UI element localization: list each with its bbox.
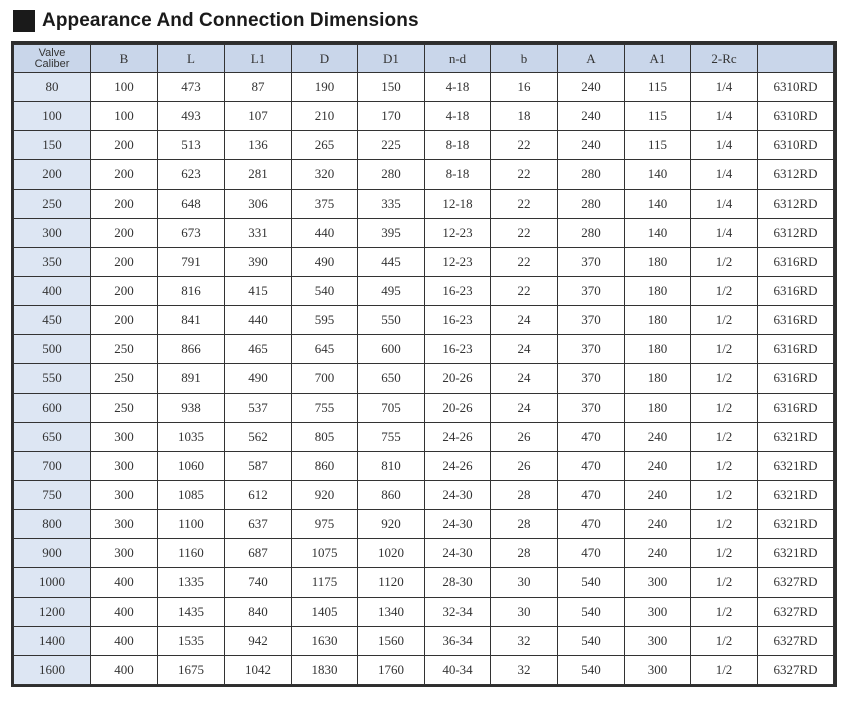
caliber-cell: 1200: [14, 597, 91, 626]
table-cell: 200: [91, 218, 158, 247]
table-cell: 1435: [158, 597, 225, 626]
caliber-cell: 1000: [14, 568, 91, 597]
table-cell: 370: [558, 393, 625, 422]
table-cell: 250: [91, 335, 158, 364]
table-cell: 470: [558, 451, 625, 480]
table-cell: 440: [292, 218, 358, 247]
table-cell: 513: [158, 131, 225, 160]
table-cell: 370: [558, 247, 625, 276]
table-cell: 100: [91, 102, 158, 131]
table-cell: 24-26: [425, 451, 491, 480]
table-cell: 465: [225, 335, 292, 364]
table-cell: 650: [358, 364, 425, 393]
table-cell: 938: [158, 393, 225, 422]
table-cell: 6321RD: [758, 539, 834, 568]
table-cell: 1335: [158, 568, 225, 597]
title-square-icon: [13, 10, 35, 32]
caliber-cell: 1400: [14, 626, 91, 655]
table-row: [14, 568, 834, 597]
table-cell: 6316RD: [758, 364, 834, 393]
table-cell: 1060: [158, 451, 225, 480]
table-cell: 22: [491, 131, 558, 160]
table-cell: 840: [225, 597, 292, 626]
table-cell: 1760: [358, 655, 425, 684]
dimensions-table: [13, 44, 834, 685]
table-cell: 280: [358, 160, 425, 189]
table-cell: 1/4: [691, 131, 758, 160]
table-cell: 16-23: [425, 335, 491, 364]
table-cell: 8-18: [425, 160, 491, 189]
table-cell: 250: [91, 393, 158, 422]
table-cell: 415: [225, 276, 292, 305]
table-cell: 28: [491, 480, 558, 509]
table-cell: 26: [491, 422, 558, 451]
header-valve-caliber: Valve Caliber: [14, 45, 91, 73]
table-cell: 200: [91, 247, 158, 276]
table-cell: 4-18: [425, 102, 491, 131]
table-cell: 540: [292, 276, 358, 305]
table-cell: 6327RD: [758, 655, 834, 684]
table-cell: 24: [491, 335, 558, 364]
table-cell: 140: [625, 218, 691, 247]
table-cell: 1830: [292, 655, 358, 684]
table-cell: 180: [625, 364, 691, 393]
table-cell: 1/4: [691, 189, 758, 218]
table-cell: 370: [558, 335, 625, 364]
table-cell: 841: [158, 306, 225, 335]
table-cell: 400: [91, 568, 158, 597]
table-cell: 1/2: [691, 597, 758, 626]
table-cell: 1/2: [691, 480, 758, 509]
table-cell: 6310RD: [758, 73, 834, 102]
table-cell: 170: [358, 102, 425, 131]
table-cell: 140: [625, 160, 691, 189]
table-cell: 190: [292, 73, 358, 102]
table-cell: 1120: [358, 568, 425, 597]
table-cell: 320: [292, 160, 358, 189]
table-cell: 1405: [292, 597, 358, 626]
table-row: [14, 510, 834, 539]
table-cell: 1/4: [691, 73, 758, 102]
table-cell: 600: [358, 335, 425, 364]
caliber-cell: 650: [14, 422, 91, 451]
table-row: [14, 597, 834, 626]
table-cell: 470: [558, 480, 625, 509]
table-cell: 540: [558, 568, 625, 597]
table-row: [14, 335, 834, 364]
table-cell: 24-26: [425, 422, 491, 451]
table-cell: 6312RD: [758, 218, 834, 247]
table-cell: 1/2: [691, 568, 758, 597]
table-cell: 537: [225, 393, 292, 422]
table-cell: 240: [625, 539, 691, 568]
table-cell: 28: [491, 510, 558, 539]
table-cell: 810: [358, 451, 425, 480]
table-cell: 300: [91, 480, 158, 509]
table-cell: 1535: [158, 626, 225, 655]
table-cell: 281: [225, 160, 292, 189]
table-cell: 300: [625, 626, 691, 655]
table-cell: 140: [625, 189, 691, 218]
caliber-cell: 200: [14, 160, 91, 189]
table-cell: 20-26: [425, 393, 491, 422]
table-cell: 6327RD: [758, 597, 834, 626]
table-cell: 1/4: [691, 160, 758, 189]
table-cell: 20-26: [425, 364, 491, 393]
table-cell: 300: [91, 422, 158, 451]
table-cell: 280: [558, 218, 625, 247]
table-row: [14, 393, 834, 422]
table-cell: 240: [558, 131, 625, 160]
table-cell: 12-18: [425, 189, 491, 218]
table-cell: 16-23: [425, 276, 491, 305]
table-cell: 540: [558, 655, 625, 684]
table-cell: 400: [91, 655, 158, 684]
table-cell: 24-30: [425, 510, 491, 539]
header-cell: B: [91, 45, 158, 73]
table-cell: 400: [91, 597, 158, 626]
dimensions-table-container: [11, 41, 837, 687]
table-cell: 891: [158, 364, 225, 393]
table-cell: 6321RD: [758, 510, 834, 539]
table-cell: 22: [491, 276, 558, 305]
table-cell: 26: [491, 451, 558, 480]
caliber-cell: 1600: [14, 655, 91, 684]
table-row: [14, 480, 834, 509]
table-cell: 200: [91, 131, 158, 160]
table-cell: 87: [225, 73, 292, 102]
table-row: [14, 422, 834, 451]
table-cell: 22: [491, 160, 558, 189]
table-cell: 6310RD: [758, 131, 834, 160]
table-cell: 280: [558, 160, 625, 189]
table-cell: 705: [358, 393, 425, 422]
table-cell: 755: [358, 422, 425, 451]
table-row: [14, 626, 834, 655]
table-cell: 200: [91, 306, 158, 335]
table-cell: 240: [625, 510, 691, 539]
table-cell: 1/2: [691, 393, 758, 422]
table-cell: 648: [158, 189, 225, 218]
table-cell: 115: [625, 102, 691, 131]
table-cell: 32-34: [425, 597, 491, 626]
table-cell: 30: [491, 597, 558, 626]
table-cell: 612: [225, 480, 292, 509]
table-cell: 6316RD: [758, 276, 834, 305]
table-row: [14, 189, 834, 218]
table-cell: 587: [225, 451, 292, 480]
caliber-cell: 450: [14, 306, 91, 335]
table-cell: 860: [358, 480, 425, 509]
table-cell: 180: [625, 335, 691, 364]
table-cell: 18: [491, 102, 558, 131]
table-row: [14, 247, 834, 276]
table-cell: 1/2: [691, 276, 758, 305]
table-cell: 370: [558, 364, 625, 393]
header-cell: [758, 45, 834, 73]
table-cell: 22: [491, 247, 558, 276]
caliber-cell: 600: [14, 393, 91, 422]
table-cell: 645: [292, 335, 358, 364]
table-cell: 32: [491, 655, 558, 684]
table-cell: 28-30: [425, 568, 491, 597]
caliber-cell: 150: [14, 131, 91, 160]
table-cell: 700: [292, 364, 358, 393]
caliber-cell: 80: [14, 73, 91, 102]
table-cell: 395: [358, 218, 425, 247]
table-row: [14, 73, 834, 102]
caliber-cell: 550: [14, 364, 91, 393]
table-cell: 200: [91, 160, 158, 189]
table-cell: 6316RD: [758, 247, 834, 276]
table-row: [14, 131, 834, 160]
header-cell: D1: [358, 45, 425, 73]
table-cell: 473: [158, 73, 225, 102]
table-cell: 180: [625, 247, 691, 276]
table-cell: 6321RD: [758, 451, 834, 480]
table-cell: 6310RD: [758, 102, 834, 131]
table-cell: 1/4: [691, 218, 758, 247]
page-title: Appearance And Connection Dimensions: [42, 10, 419, 31]
table-cell: 1/2: [691, 422, 758, 451]
table-cell: 180: [625, 276, 691, 305]
header-row: [14, 45, 834, 73]
table-cell: 673: [158, 218, 225, 247]
table-row: [14, 655, 834, 684]
caliber-cell: 300: [14, 218, 91, 247]
table-cell: 866: [158, 335, 225, 364]
table-cell: 107: [225, 102, 292, 131]
table-cell: 6321RD: [758, 422, 834, 451]
table-cell: 1075: [292, 539, 358, 568]
table-cell: 1630: [292, 626, 358, 655]
table-cell: 210: [292, 102, 358, 131]
table-cell: 22: [491, 189, 558, 218]
table-cell: 200: [91, 189, 158, 218]
table-cell: 490: [225, 364, 292, 393]
table-cell: 470: [558, 422, 625, 451]
table-row: [14, 306, 834, 335]
table-cell: 1085: [158, 480, 225, 509]
table-cell: 562: [225, 422, 292, 451]
caliber-cell: 500: [14, 335, 91, 364]
table-cell: 6312RD: [758, 189, 834, 218]
table-cell: 180: [625, 393, 691, 422]
table-cell: 6321RD: [758, 480, 834, 509]
table-cell: 445: [358, 247, 425, 276]
table-cell: 1/2: [691, 510, 758, 539]
table-cell: 250: [91, 364, 158, 393]
table-cell: 331: [225, 218, 292, 247]
table-cell: 24: [491, 393, 558, 422]
table-cell: 975: [292, 510, 358, 539]
table-cell: 6316RD: [758, 306, 834, 335]
table-cell: 400: [91, 626, 158, 655]
table-body: [14, 73, 834, 685]
header-cell: A1: [625, 45, 691, 73]
table-cell: 595: [292, 306, 358, 335]
table-cell: 265: [292, 131, 358, 160]
table-cell: 115: [625, 131, 691, 160]
table-cell: 791: [158, 247, 225, 276]
table-cell: 6312RD: [758, 160, 834, 189]
header-cell: D: [292, 45, 358, 73]
table-cell: 200: [91, 276, 158, 305]
table-cell: 24: [491, 306, 558, 335]
table-cell: 470: [558, 539, 625, 568]
table-cell: 12-23: [425, 218, 491, 247]
table-cell: 300: [625, 655, 691, 684]
table-row: [14, 160, 834, 189]
table-cell: 8-18: [425, 131, 491, 160]
caliber-cell: 800: [14, 510, 91, 539]
table-cell: 30: [491, 568, 558, 597]
header-cell: A: [558, 45, 625, 73]
table-cell: 1160: [158, 539, 225, 568]
table-cell: 920: [358, 510, 425, 539]
table-row: [14, 102, 834, 131]
table-cell: 1/2: [691, 626, 758, 655]
table-cell: 1175: [292, 568, 358, 597]
table-cell: 180: [625, 306, 691, 335]
table-cell: 300: [625, 597, 691, 626]
table-cell: 495: [358, 276, 425, 305]
table-cell: 540: [558, 597, 625, 626]
table-cell: 32: [491, 626, 558, 655]
table-row: [14, 218, 834, 247]
table-header: [14, 45, 834, 73]
table-cell: 1/2: [691, 655, 758, 684]
caliber-cell: 750: [14, 480, 91, 509]
table-cell: 36-34: [425, 626, 491, 655]
header-cell: L: [158, 45, 225, 73]
table-cell: 740: [225, 568, 292, 597]
table-cell: 22: [491, 218, 558, 247]
table-cell: 300: [91, 539, 158, 568]
table-cell: 1/2: [691, 247, 758, 276]
caliber-cell: 100: [14, 102, 91, 131]
table-cell: 40-34: [425, 655, 491, 684]
table-cell: 16-23: [425, 306, 491, 335]
table-cell: 150: [358, 73, 425, 102]
table-cell: 942: [225, 626, 292, 655]
table-cell: 493: [158, 102, 225, 131]
table-cell: 24-30: [425, 539, 491, 568]
table-cell: 637: [225, 510, 292, 539]
caliber-cell: 700: [14, 451, 91, 480]
caliber-cell: 250: [14, 189, 91, 218]
table-cell: 860: [292, 451, 358, 480]
table-cell: 115: [625, 73, 691, 102]
caliber-cell: 400: [14, 276, 91, 305]
table-cell: 805: [292, 422, 358, 451]
header-cell: b: [491, 45, 558, 73]
table-cell: 136: [225, 131, 292, 160]
table-cell: 280: [558, 189, 625, 218]
header-cell: 2-Rc: [691, 45, 758, 73]
table-cell: 240: [625, 480, 691, 509]
table-cell: 28: [491, 539, 558, 568]
table-row: [14, 364, 834, 393]
table-cell: 490: [292, 247, 358, 276]
table-cell: 1020: [358, 539, 425, 568]
table-cell: 240: [625, 422, 691, 451]
table-cell: 1340: [358, 597, 425, 626]
table-cell: 6316RD: [758, 335, 834, 364]
table-cell: 240: [625, 451, 691, 480]
table-row: [14, 276, 834, 305]
table-cell: 1/2: [691, 451, 758, 480]
table-cell: 390: [225, 247, 292, 276]
table-cell: 470: [558, 510, 625, 539]
table-cell: 24: [491, 364, 558, 393]
table-cell: 12-23: [425, 247, 491, 276]
table-cell: 4-18: [425, 73, 491, 102]
table-cell: 225: [358, 131, 425, 160]
table-cell: 623: [158, 160, 225, 189]
table-cell: 240: [558, 73, 625, 102]
caliber-cell: 350: [14, 247, 91, 276]
table-cell: 24-30: [425, 480, 491, 509]
table-cell: 300: [91, 510, 158, 539]
table-cell: 1560: [358, 626, 425, 655]
table-cell: 1035: [158, 422, 225, 451]
table-cell: 240: [558, 102, 625, 131]
table-cell: 335: [358, 189, 425, 218]
header-cell: n-d: [425, 45, 491, 73]
table-cell: 816: [158, 276, 225, 305]
table-cell: 300: [625, 568, 691, 597]
table-cell: 755: [292, 393, 358, 422]
table-cell: 6316RD: [758, 393, 834, 422]
table-cell: 1/2: [691, 306, 758, 335]
table-cell: 687: [225, 539, 292, 568]
table-row: [14, 539, 834, 568]
table-cell: 6327RD: [758, 568, 834, 597]
table-cell: 370: [558, 306, 625, 335]
table-cell: 375: [292, 189, 358, 218]
table-cell: 1/4: [691, 102, 758, 131]
table-cell: 440: [225, 306, 292, 335]
table-cell: 300: [91, 451, 158, 480]
caliber-cell: 900: [14, 539, 91, 568]
table-cell: 1675: [158, 655, 225, 684]
table-cell: 306: [225, 189, 292, 218]
header-cell: L1: [225, 45, 292, 73]
table-cell: 1/2: [691, 364, 758, 393]
table-cell: 100: [91, 73, 158, 102]
page-title-bar: [13, 7, 419, 35]
table-cell: 1042: [225, 655, 292, 684]
table-cell: 1/2: [691, 335, 758, 364]
table-cell: 16: [491, 73, 558, 102]
table-cell: 550: [358, 306, 425, 335]
table-cell: 1100: [158, 510, 225, 539]
table-cell: 1/2: [691, 539, 758, 568]
table-cell: 6327RD: [758, 626, 834, 655]
table-row: [14, 451, 834, 480]
table-cell: 370: [558, 276, 625, 305]
table-cell: 920: [292, 480, 358, 509]
table-cell: 540: [558, 626, 625, 655]
